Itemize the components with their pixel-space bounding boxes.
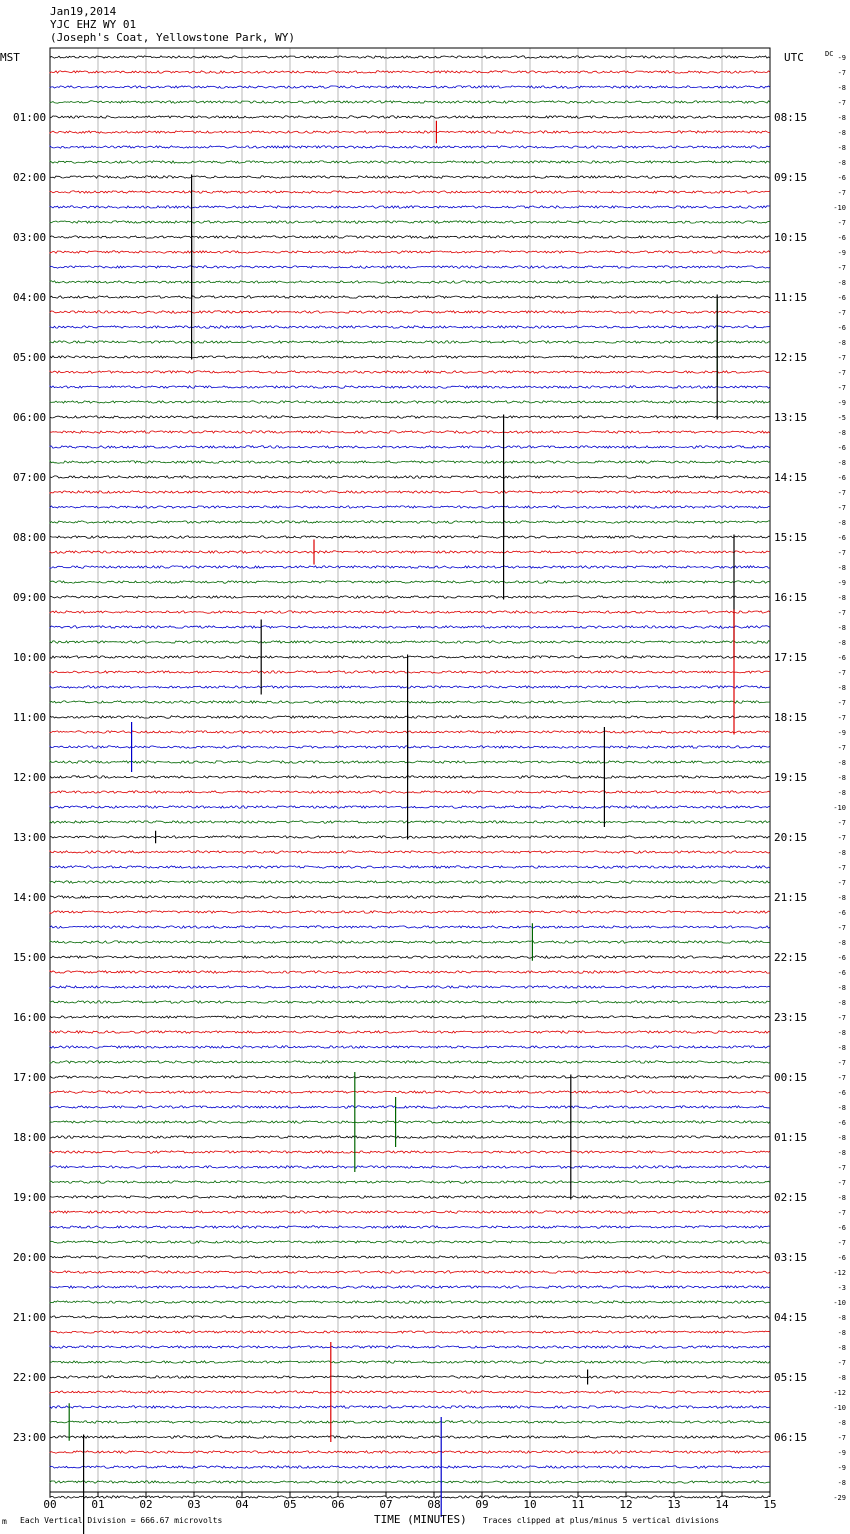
- trace-row-85: [50, 1331, 770, 1333]
- trace-row-2: [50, 86, 770, 88]
- trace-row-79: [50, 1241, 770, 1243]
- dc-offset: -8: [837, 594, 846, 602]
- trace-row-60: [50, 956, 770, 958]
- dc-offset: -8: [837, 114, 846, 122]
- left-hour-label: 09:00: [13, 591, 47, 604]
- trace-row-27: [50, 461, 770, 463]
- trace-row-75: [50, 1181, 770, 1183]
- x-tick-label: 06: [331, 1498, 345, 1511]
- trace-row-37: [50, 611, 770, 613]
- dc-offset: -7: [837, 714, 846, 722]
- left-hour-label: 23:00: [13, 1431, 47, 1444]
- right-hour-label: 16:15: [774, 591, 808, 604]
- x-tick-label: 07: [379, 1498, 393, 1511]
- trace-row-44: [50, 716, 770, 718]
- trace-row-35: [50, 581, 770, 583]
- trace-row-68: [50, 1076, 770, 1078]
- dc-offset: -8: [837, 639, 846, 647]
- left-hour-label: 20:00: [13, 1251, 47, 1264]
- trace-row-66: [50, 1046, 770, 1048]
- trace-row-89: [50, 1391, 770, 1393]
- right-hour-label: 21:15: [774, 891, 808, 904]
- footer-mark: m: [2, 1517, 7, 1526]
- dc-offset: -6: [837, 654, 846, 662]
- x-tick-label: 01: [91, 1498, 105, 1511]
- trace-row-21: [50, 371, 770, 373]
- dc-offset: -7: [837, 264, 846, 272]
- right-hour-label: 10:15: [774, 231, 808, 244]
- dc-offset: -6: [837, 1254, 846, 1262]
- right-hour-label: 17:15: [774, 651, 808, 664]
- x-tick-label: 15: [763, 1498, 777, 1511]
- x-tick-label: 12: [619, 1498, 633, 1511]
- dc-label: DC: [825, 50, 834, 58]
- trace-row-86: [50, 1346, 770, 1348]
- dc-offset: -8: [837, 84, 846, 92]
- trace-row-74: [50, 1166, 770, 1168]
- trace-row-93: [50, 1451, 770, 1453]
- trace-row-28: [50, 476, 770, 478]
- dc-offset: -7: [837, 864, 846, 872]
- dc-offset: -8: [837, 429, 846, 437]
- dc-offset: -7: [837, 504, 846, 512]
- dc-offset: -8: [837, 1134, 846, 1142]
- trace-row-12: [50, 236, 770, 238]
- trace-row-92: [50, 1436, 770, 1438]
- dc-offset: -8: [837, 159, 846, 167]
- dc-offset: -8: [837, 1419, 846, 1427]
- dc-offset: -8: [837, 144, 846, 152]
- left-hour-label: 18:00: [13, 1131, 47, 1144]
- dc-offset: -7: [837, 1164, 846, 1172]
- dc-offset: -8: [837, 279, 846, 287]
- trace-row-9: [50, 191, 770, 193]
- dc-offset: -6: [837, 969, 846, 977]
- trace-layer: [50, 56, 770, 1534]
- left-hour-label: 11:00: [13, 711, 47, 724]
- dc-offset: -12: [833, 1269, 846, 1277]
- dc-offset: -7: [837, 189, 846, 197]
- dc-offset: -8: [837, 519, 846, 527]
- x-tick-label: 04: [235, 1498, 249, 1511]
- dc-offset: -8: [837, 789, 846, 797]
- trace-row-76: [50, 1196, 770, 1198]
- x-tick-label: 09: [475, 1498, 489, 1511]
- trace-row-84: [50, 1316, 770, 1318]
- trace-row-69: [50, 1091, 770, 1093]
- dc-offset: -7: [837, 1434, 846, 1442]
- trace-row-80: [50, 1256, 770, 1258]
- dc-offset: -9: [837, 54, 846, 62]
- station-code: YJC EHZ WY 01: [50, 18, 137, 31]
- trace-row-73: [50, 1151, 770, 1153]
- dc-offset: -6: [837, 324, 846, 332]
- dc-offset: -29: [833, 1494, 846, 1502]
- trace-row-47: [50, 761, 770, 763]
- trace-row-41: [50, 671, 770, 673]
- left-hour-label: 04:00: [13, 291, 47, 304]
- dc-offset: -6: [837, 474, 846, 482]
- right-hour-label: 15:15: [774, 531, 808, 544]
- dc-offset: -8: [837, 1104, 846, 1112]
- dc-offset: -8: [837, 129, 846, 137]
- dc-offset: -8: [837, 1374, 846, 1382]
- dc-offset: -10: [833, 1299, 846, 1307]
- x-axis: [43, 1492, 776, 1511]
- left-hour-label: 10:00: [13, 651, 47, 664]
- trace-row-17: [50, 311, 770, 313]
- plot-frame: [50, 48, 770, 1492]
- dc-offset: -7: [837, 879, 846, 887]
- dc-offset: -6: [837, 1089, 846, 1097]
- dc-offset: -7: [837, 819, 846, 827]
- dc-offset: -10: [833, 1404, 846, 1412]
- dc-offset: -8: [837, 684, 846, 692]
- x-tick-label: 10: [523, 1498, 537, 1511]
- trace-row-55: [50, 881, 770, 883]
- right-hour-label: 05:15: [774, 1371, 808, 1384]
- dc-offset: -8: [837, 1029, 846, 1037]
- dc-offset: -6: [837, 444, 846, 452]
- right-hour-label: 06:15: [774, 1431, 808, 1444]
- dc-offset: -7: [837, 219, 846, 227]
- dc-offset: -9: [837, 1464, 846, 1472]
- x-tick-label: 08: [427, 1498, 441, 1511]
- right-hour-label: 11:15: [774, 291, 808, 304]
- trace-row-30: [50, 506, 770, 508]
- right-hour-label: 04:15: [774, 1311, 808, 1324]
- dc-offset: -6: [837, 1224, 846, 1232]
- trace-row-67: [50, 1061, 770, 1063]
- dc-offset: -12: [833, 1389, 846, 1397]
- left-hour-label: 13:00: [13, 831, 47, 844]
- right-axis-label: UTC: [784, 51, 804, 64]
- trace-row-71: [50, 1121, 770, 1123]
- trace-row-49: [50, 791, 770, 793]
- trace-row-20: [50, 356, 770, 358]
- x-tick-label: 11: [571, 1498, 585, 1511]
- dc-offset: -7: [837, 1239, 846, 1247]
- trace-row-72: [50, 1136, 770, 1138]
- right-hour-label: 08:15: [774, 111, 808, 124]
- trace-row-31: [50, 521, 770, 523]
- dc-offset: -7: [837, 1059, 846, 1067]
- dc-offset: -8: [837, 1149, 846, 1157]
- dc-offset: -7: [837, 369, 846, 377]
- trace-row-96: [50, 1496, 770, 1498]
- dc-offset: -7: [837, 309, 846, 317]
- dc-offset-labels: [825, 50, 846, 1502]
- trace-row-15: [50, 281, 770, 283]
- trace-row-14: [50, 266, 770, 268]
- right-hour-label: 02:15: [774, 1191, 808, 1204]
- dc-offset: -7: [837, 924, 846, 932]
- trace-row-83: [50, 1301, 770, 1303]
- dc-offset: -7: [837, 354, 846, 362]
- trace-row-24: [50, 416, 770, 418]
- trace-row-33: [50, 551, 770, 553]
- trace-row-56: [50, 896, 770, 898]
- record-date: Jan19,2014: [50, 5, 117, 18]
- dc-offset: -7: [837, 699, 846, 707]
- trace-row-58: [50, 926, 770, 928]
- dc-offset: -7: [837, 1209, 846, 1217]
- x-tick-label: 03: [187, 1498, 201, 1511]
- trace-row-39: [50, 641, 770, 643]
- left-hour-label: 05:00: [13, 351, 47, 364]
- trace-row-8: [50, 176, 770, 178]
- right-hour-label: 01:15: [774, 1131, 808, 1144]
- right-hour-label: 23:15: [774, 1011, 808, 1024]
- left-axis-label: MST: [0, 51, 20, 64]
- trace-row-22: [50, 386, 770, 388]
- dc-offset: -8: [837, 564, 846, 572]
- trace-row-78: [50, 1226, 770, 1228]
- right-hour-label: 00:15: [774, 1071, 808, 1084]
- dc-offset: -7: [837, 489, 846, 497]
- trace-row-32: [50, 536, 770, 538]
- trace-row-54: [50, 866, 770, 868]
- dc-offset: -9: [837, 249, 846, 257]
- trace-row-64: [50, 1016, 770, 1018]
- trace-row-25: [50, 431, 770, 433]
- left-hour-label: 06:00: [13, 411, 47, 424]
- trace-row-90: [50, 1406, 770, 1408]
- trace-row-94: [50, 1466, 770, 1468]
- trace-row-11: [50, 221, 770, 223]
- trace-row-0: [50, 56, 770, 58]
- trace-row-87: [50, 1361, 770, 1363]
- left-hour-label: 08:00: [13, 531, 47, 544]
- trace-row-7: [50, 161, 770, 163]
- left-hour-label: 19:00: [13, 1191, 47, 1204]
- dc-offset: -7: [837, 1014, 846, 1022]
- right-time-labels: [774, 111, 807, 1444]
- x-tick-label: 02: [139, 1498, 153, 1511]
- dc-offset: -7: [837, 609, 846, 617]
- trace-row-77: [50, 1211, 770, 1213]
- trace-row-40: [50, 656, 770, 658]
- trace-row-16: [50, 296, 770, 298]
- left-hour-label: 15:00: [13, 951, 47, 964]
- dc-offset: -6: [837, 174, 846, 182]
- trace-row-81: [50, 1271, 770, 1273]
- right-hour-label: 19:15: [774, 771, 808, 784]
- dc-offset: -9: [837, 399, 846, 407]
- left-hour-label: 21:00: [13, 1311, 47, 1324]
- left-hour-label: 22:00: [13, 1371, 47, 1384]
- trace-row-50: [50, 806, 770, 808]
- trace-row-29: [50, 491, 770, 493]
- x-tick-label: 05: [283, 1498, 297, 1511]
- dc-offset: -3: [837, 1284, 846, 1292]
- trace-row-63: [50, 1001, 770, 1003]
- trace-row-70: [50, 1106, 770, 1108]
- dc-offset: -8: [837, 759, 846, 767]
- dc-offset: -8: [837, 1044, 846, 1052]
- trace-row-1: [50, 71, 770, 73]
- x-tick-label: 13: [667, 1498, 681, 1511]
- dc-offset: -8: [837, 1314, 846, 1322]
- trace-row-57: [50, 911, 770, 913]
- dc-offset: -8: [837, 774, 846, 782]
- trace-row-19: [50, 341, 770, 343]
- trace-row-91: [50, 1421, 770, 1423]
- dc-offset: -6: [837, 294, 846, 302]
- trace-row-65: [50, 1031, 770, 1033]
- right-hour-label: 13:15: [774, 411, 808, 424]
- dc-offset: -9: [837, 1449, 846, 1457]
- trace-row-18: [50, 326, 770, 328]
- dc-offset: -7: [837, 69, 846, 77]
- left-hour-label: 07:00: [13, 471, 47, 484]
- dc-offset: -6: [837, 909, 846, 917]
- right-hour-label: 20:15: [774, 831, 808, 844]
- dc-offset: -7: [837, 669, 846, 677]
- left-hour-label: 14:00: [13, 891, 47, 904]
- right-hour-label: 12:15: [774, 351, 808, 364]
- dc-offset: -8: [837, 939, 846, 947]
- left-hour-label: 12:00: [13, 771, 47, 784]
- dc-offset: -10: [833, 204, 846, 212]
- trace-row-52: [50, 836, 770, 838]
- dc-offset: -8: [837, 1344, 846, 1352]
- trace-row-88: [50, 1376, 770, 1378]
- trace-row-59: [50, 941, 770, 943]
- trace-row-36: [50, 596, 770, 598]
- trace-row-6: [50, 146, 770, 148]
- trace-row-51: [50, 821, 770, 823]
- dc-offset: -9: [837, 729, 846, 737]
- trace-row-42: [50, 686, 770, 688]
- dc-offset: -10: [833, 804, 846, 812]
- x-tick-label: 00: [43, 1498, 57, 1511]
- trace-row-10: [50, 206, 770, 208]
- dc-offset: -8: [837, 999, 846, 1007]
- dc-offset: -8: [837, 459, 846, 467]
- trace-row-23: [50, 401, 770, 403]
- dc-offset: -8: [837, 849, 846, 857]
- dc-offset: -8: [837, 894, 846, 902]
- station-location: (Joseph's Coat, Yellowstone Park, WY): [50, 31, 296, 44]
- left-hour-label: 02:00: [13, 171, 47, 184]
- dc-offset: -7: [837, 99, 846, 107]
- dc-offset: -6: [837, 534, 846, 542]
- x-axis-title: TIME (MINUTES): [374, 1513, 467, 1526]
- trace-row-48: [50, 776, 770, 778]
- dc-offset: -9: [837, 579, 846, 587]
- dc-offset: -8: [837, 984, 846, 992]
- right-hour-label: 03:15: [774, 1251, 808, 1264]
- dc-offset: -7: [837, 744, 846, 752]
- dc-offset: -7: [837, 1179, 846, 1187]
- right-hour-label: 14:15: [774, 471, 808, 484]
- right-hour-label: 22:15: [774, 951, 808, 964]
- dc-offset: -8: [837, 624, 846, 632]
- dc-offset: -7: [837, 384, 846, 392]
- trace-row-13: [50, 251, 770, 253]
- dc-offset: -7: [837, 1359, 846, 1367]
- trace-row-38: [50, 626, 770, 628]
- trace-row-3: [50, 101, 770, 103]
- right-hour-label: 18:15: [774, 711, 808, 724]
- minute-grid: [50, 48, 770, 1492]
- dc-offset: -6: [837, 954, 846, 962]
- trace-row-43: [50, 701, 770, 703]
- dc-offset: -6: [837, 234, 846, 242]
- dc-offset: -8: [837, 1479, 846, 1487]
- left-hour-label: 16:00: [13, 1011, 47, 1024]
- footer-clip-note: Traces clipped at plus/minus 5 vertical divisions: [483, 1516, 720, 1525]
- right-hour-label: 09:15: [774, 171, 808, 184]
- dc-offset: -6: [837, 1119, 846, 1127]
- left-time-labels: [13, 111, 46, 1444]
- footer-division: Each Vertical Division = 666.67 microvolts: [20, 1516, 223, 1525]
- trace-row-34: [50, 566, 770, 568]
- dc-offset: -5: [837, 414, 846, 422]
- trace-row-4: [50, 116, 770, 118]
- trace-row-82: [50, 1286, 770, 1288]
- left-hour-label: 01:00: [13, 111, 47, 124]
- trace-row-5: [50, 131, 770, 133]
- trace-row-46: [50, 746, 770, 748]
- x-tick-label: 14: [715, 1498, 729, 1511]
- trace-row-45: [50, 731, 770, 733]
- dc-offset: -8: [837, 1194, 846, 1202]
- left-hour-label: 17:00: [13, 1071, 47, 1084]
- trace-row-62: [50, 986, 770, 988]
- dc-offset: -7: [837, 834, 846, 842]
- dc-offset: -7: [837, 549, 846, 557]
- trace-row-95: [50, 1481, 770, 1483]
- left-hour-label: 03:00: [13, 231, 47, 244]
- dc-offset: -7: [837, 1074, 846, 1082]
- trace-row-53: [50, 851, 770, 853]
- dc-offset: -8: [837, 1329, 846, 1337]
- dc-offset: -8: [837, 339, 846, 347]
- trace-row-26: [50, 446, 770, 448]
- trace-row-61: [50, 971, 770, 973]
